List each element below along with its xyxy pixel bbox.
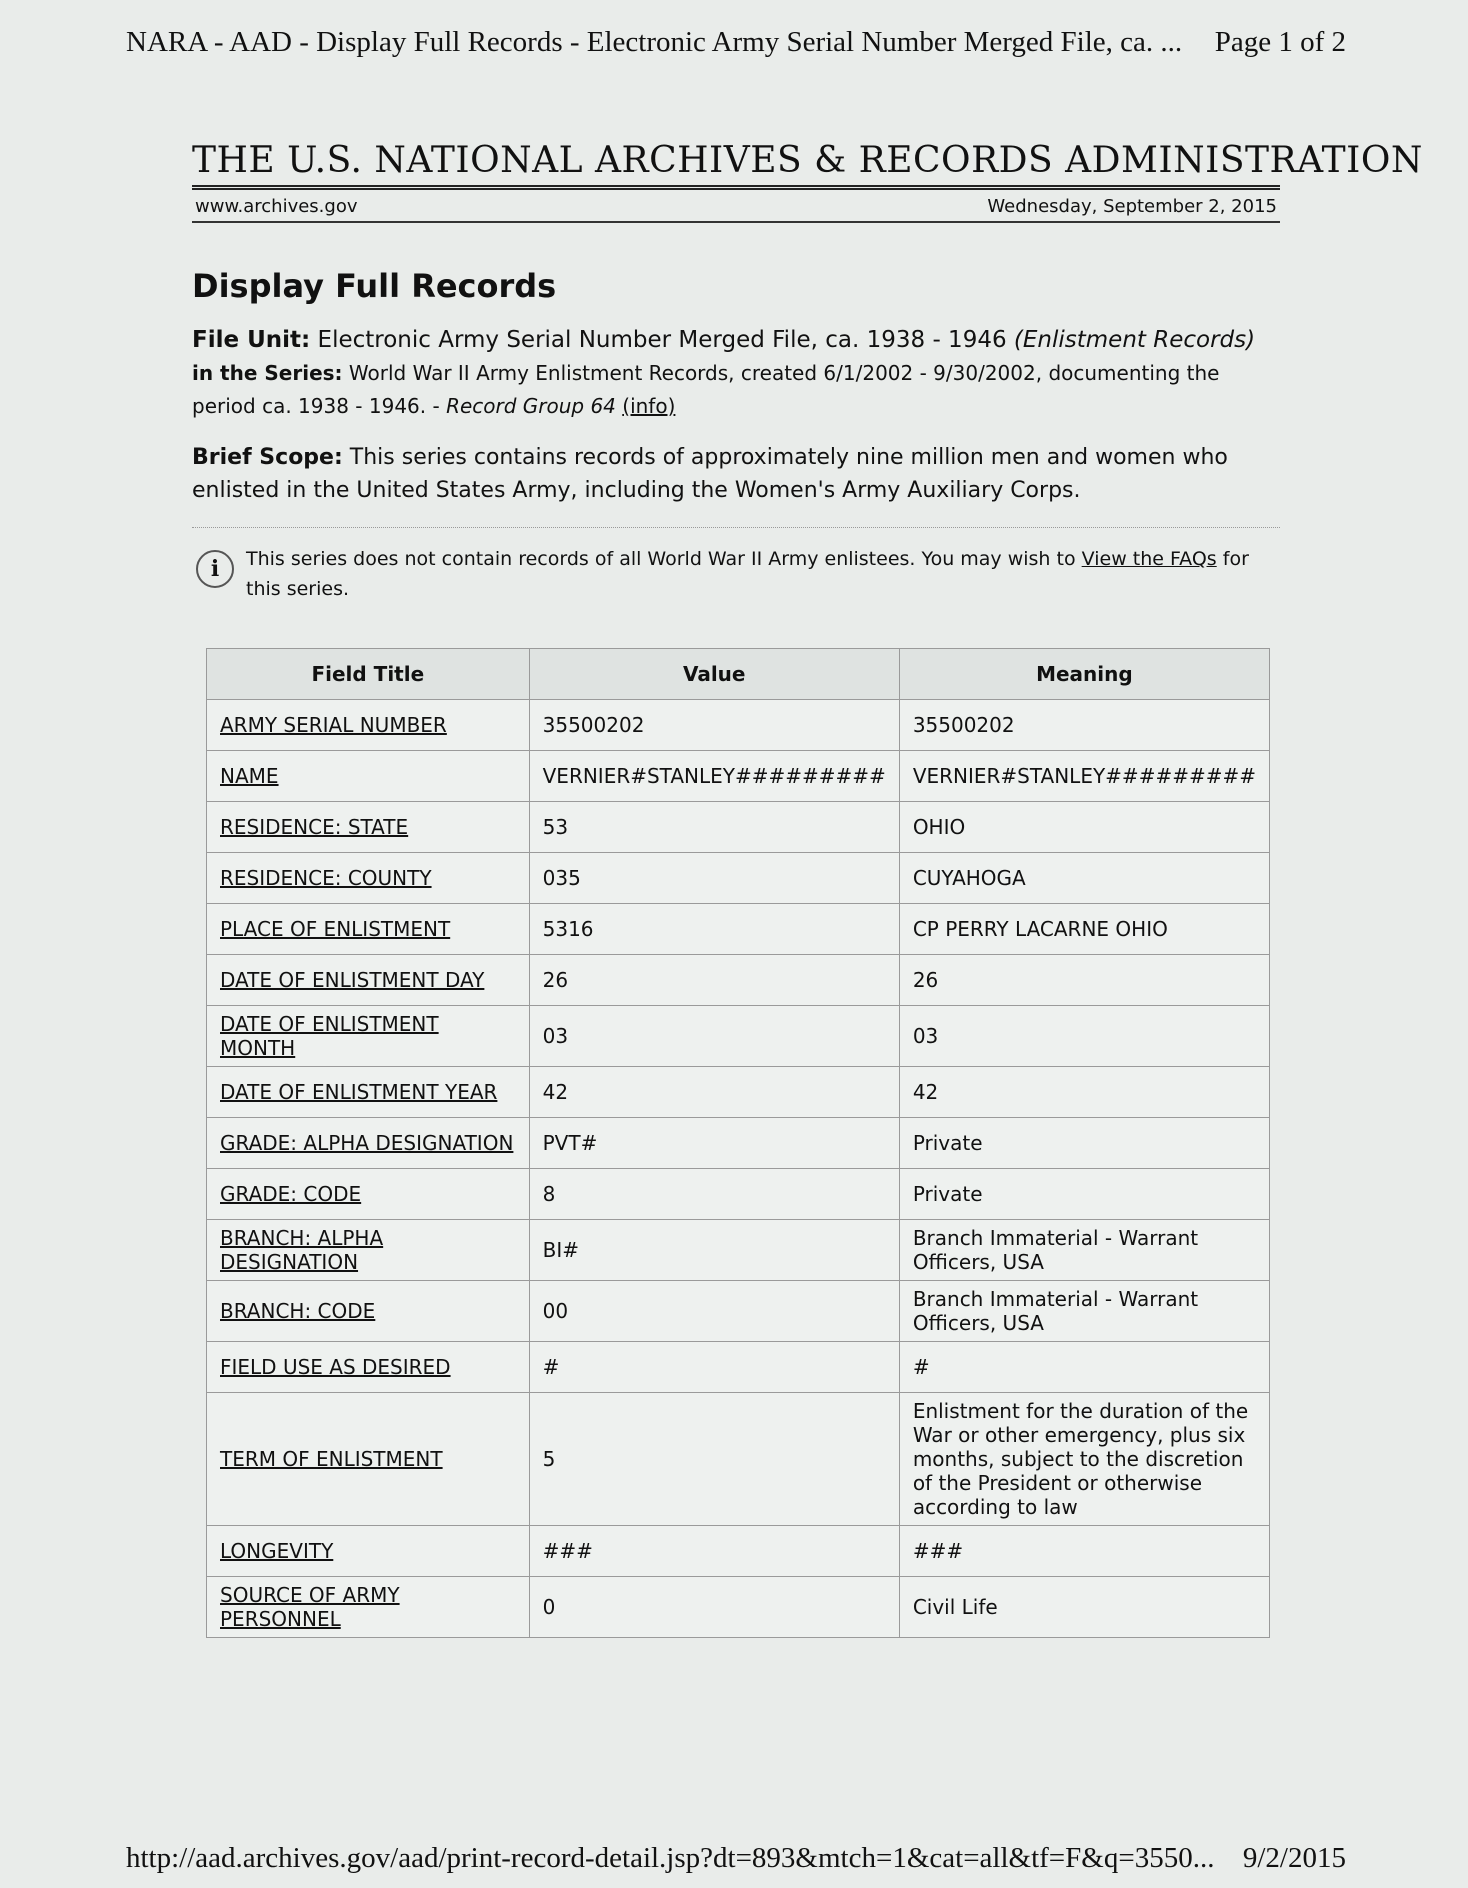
view-faqs-link[interactable]: View the FAQs: [1081, 548, 1217, 570]
table-row: [207, 802, 1270, 853]
file-unit-italic: (Enlistment Records): [1013, 327, 1256, 353]
table-row: [207, 1169, 1270, 1220]
value-cell: 00: [529, 1281, 899, 1342]
value-cell: 5: [529, 1393, 899, 1526]
info-note: [192, 544, 1280, 604]
meaning-cell: Branch Immaterial - Warrant Officers, USA: [899, 1281, 1269, 1342]
field-title-link[interactable]: DATE OF ENLISTMENT YEAR: [207, 1067, 530, 1118]
table-row: [207, 1067, 1270, 1118]
header-meaning: Meaning: [899, 649, 1269, 700]
table-header-row: [207, 649, 1270, 700]
info-note-text: This series does not contain records of all World War II Army enlistees. You may wish to: [246, 548, 1076, 570]
site-link[interactable]: www.archives.gov: [195, 196, 358, 217]
field-title-link[interactable]: GRADE: CODE: [207, 1169, 530, 1220]
file-unit-text: Electronic Army Serial Number Merged File, ca. 1938 - 1946: [317, 327, 1007, 353]
header-field-title: Field Title: [207, 649, 530, 700]
field-title-link[interactable]: GRADE: ALPHA DESIGNATION: [207, 1118, 530, 1169]
table-row: [207, 955, 1270, 1006]
field-title-link[interactable]: DATE OF ENLISTMENT DAY: [207, 955, 530, 1006]
value-cell: BI#: [529, 1220, 899, 1281]
meaning-cell: 42: [899, 1067, 1269, 1118]
print-footer-url: http://aad.archives.gov/aad/print-record-detail.jsp?dt=893&mtch=1&cat=all&tf=F&q=3550...: [126, 1842, 1215, 1874]
meaning-cell: Private: [899, 1169, 1269, 1220]
field-title-link[interactable]: DATE OF ENLISTMENT MONTH: [207, 1006, 530, 1067]
value-cell: 8: [529, 1169, 899, 1220]
value-cell: 26: [529, 955, 899, 1006]
value-cell: VERNIER#STANLEY#########: [529, 751, 899, 802]
meaning-cell: Branch Immaterial - Warrant Officers, USA: [899, 1220, 1269, 1281]
meaning-cell: 03: [899, 1006, 1269, 1067]
meaning-cell: VERNIER#STANLEY#########: [899, 751, 1269, 802]
meaning-cell: OHIO: [899, 802, 1269, 853]
brief-scope-text: This series contains records of approximately nine million men and women who enlisted in the United States Army, including the Women's Army Auxiliary Corps.: [192, 445, 1228, 503]
value-cell: 035: [529, 853, 899, 904]
meaning-cell: 35500202: [899, 700, 1269, 751]
value-cell: 5316: [529, 904, 899, 955]
table-row: [207, 1526, 1270, 1577]
info-note-suffix: for this series.: [246, 548, 1249, 600]
divider: [192, 527, 1280, 528]
table-row: [207, 1281, 1270, 1342]
field-title-link[interactable]: ARMY SERIAL NUMBER: [207, 700, 530, 751]
field-title-link[interactable]: BRANCH: CODE: [207, 1281, 530, 1342]
file-unit-label: File Unit:: [192, 327, 311, 353]
field-title-link[interactable]: RESIDENCE: COUNTY: [207, 853, 530, 904]
meaning-cell: Enlistment for the duration of the War or other emergency, plus six months, subject to the discretion of the President or otherwise according to law: [899, 1393, 1269, 1526]
field-title-link[interactable]: LONGEVITY: [207, 1526, 530, 1577]
series-text: World War II Army Enlistment Records, created 6/1/2002 - 9/30/2002, documenting the period ca. 1938 - 1946. -: [192, 361, 1220, 418]
masthead-title: THE U.S. NATIONAL ARCHIVES & RECORDS ADMINISTRATION: [192, 140, 1280, 190]
masthead-date: Wednesday, September 2, 2015: [987, 196, 1277, 217]
masthead-subbar: [192, 190, 1280, 223]
value-cell: 35500202: [529, 700, 899, 751]
series-description: [192, 357, 1280, 423]
brief-scope-label: Brief Scope:: [192, 445, 343, 470]
meaning-cell: Civil Life: [899, 1577, 1269, 1638]
meaning-cell: ###: [899, 1526, 1269, 1577]
field-title-link[interactable]: RESIDENCE: STATE: [207, 802, 530, 853]
meaning-cell: CUYAHOGA: [899, 853, 1269, 904]
meaning-cell: Private: [899, 1118, 1269, 1169]
value-cell: #: [529, 1342, 899, 1393]
value-cell: 0: [529, 1577, 899, 1638]
meaning-cell: #: [899, 1342, 1269, 1393]
series-label: in the Series:: [192, 361, 343, 385]
field-title-link[interactable]: TERM OF ENLISTMENT: [207, 1393, 530, 1526]
table-row: [207, 700, 1270, 751]
table-row: [207, 1006, 1270, 1067]
records-table: [206, 648, 1270, 1638]
brief-scope: [192, 441, 1280, 507]
table-row: [207, 751, 1270, 802]
meaning-cell: 26: [899, 955, 1269, 1006]
field-title-link[interactable]: BRANCH: ALPHA DESIGNATION: [207, 1220, 530, 1281]
header-value: Value: [529, 649, 899, 700]
info-icon: i: [196, 550, 234, 588]
table-row: [207, 904, 1270, 955]
print-header-title: NARA - AAD - Display Full Records - Electronic Army Serial Number Merged File, ca. ...: [126, 26, 1183, 58]
table-row: [207, 1393, 1270, 1526]
file-unit: [192, 323, 1280, 357]
table-body: [207, 700, 1270, 1638]
page-content: [192, 140, 1423, 1638]
table-row: [207, 853, 1270, 904]
value-cell: 03: [529, 1006, 899, 1067]
info-link[interactable]: (info): [622, 394, 676, 418]
value-cell: 42: [529, 1067, 899, 1118]
field-title-link[interactable]: PLACE OF ENLISTMENT: [207, 904, 530, 955]
field-title-link[interactable]: SOURCE OF ARMY PERSONNEL: [207, 1577, 530, 1638]
table-row: [207, 1220, 1270, 1281]
table-row: [207, 1577, 1270, 1638]
table-row: [207, 1342, 1270, 1393]
print-footer-date: 9/2/2015: [1242, 1842, 1346, 1874]
meaning-cell: CP PERRY LACARNE OHIO: [899, 904, 1269, 955]
value-cell: PVT#: [529, 1118, 899, 1169]
page-title: Display Full Records: [192, 267, 557, 305]
print-footer: [126, 1842, 1346, 1875]
value-cell: ###: [529, 1526, 899, 1577]
print-page-number: Page 1 of 2: [1214, 26, 1346, 58]
record-group: Record Group 64: [446, 394, 616, 418]
field-title-link[interactable]: NAME: [207, 751, 530, 802]
value-cell: 53: [529, 802, 899, 853]
info-note-body: [246, 544, 1280, 604]
print-header: [126, 26, 1346, 59]
field-title-link[interactable]: FIELD USE AS DESIRED: [207, 1342, 530, 1393]
table-row: [207, 1118, 1270, 1169]
